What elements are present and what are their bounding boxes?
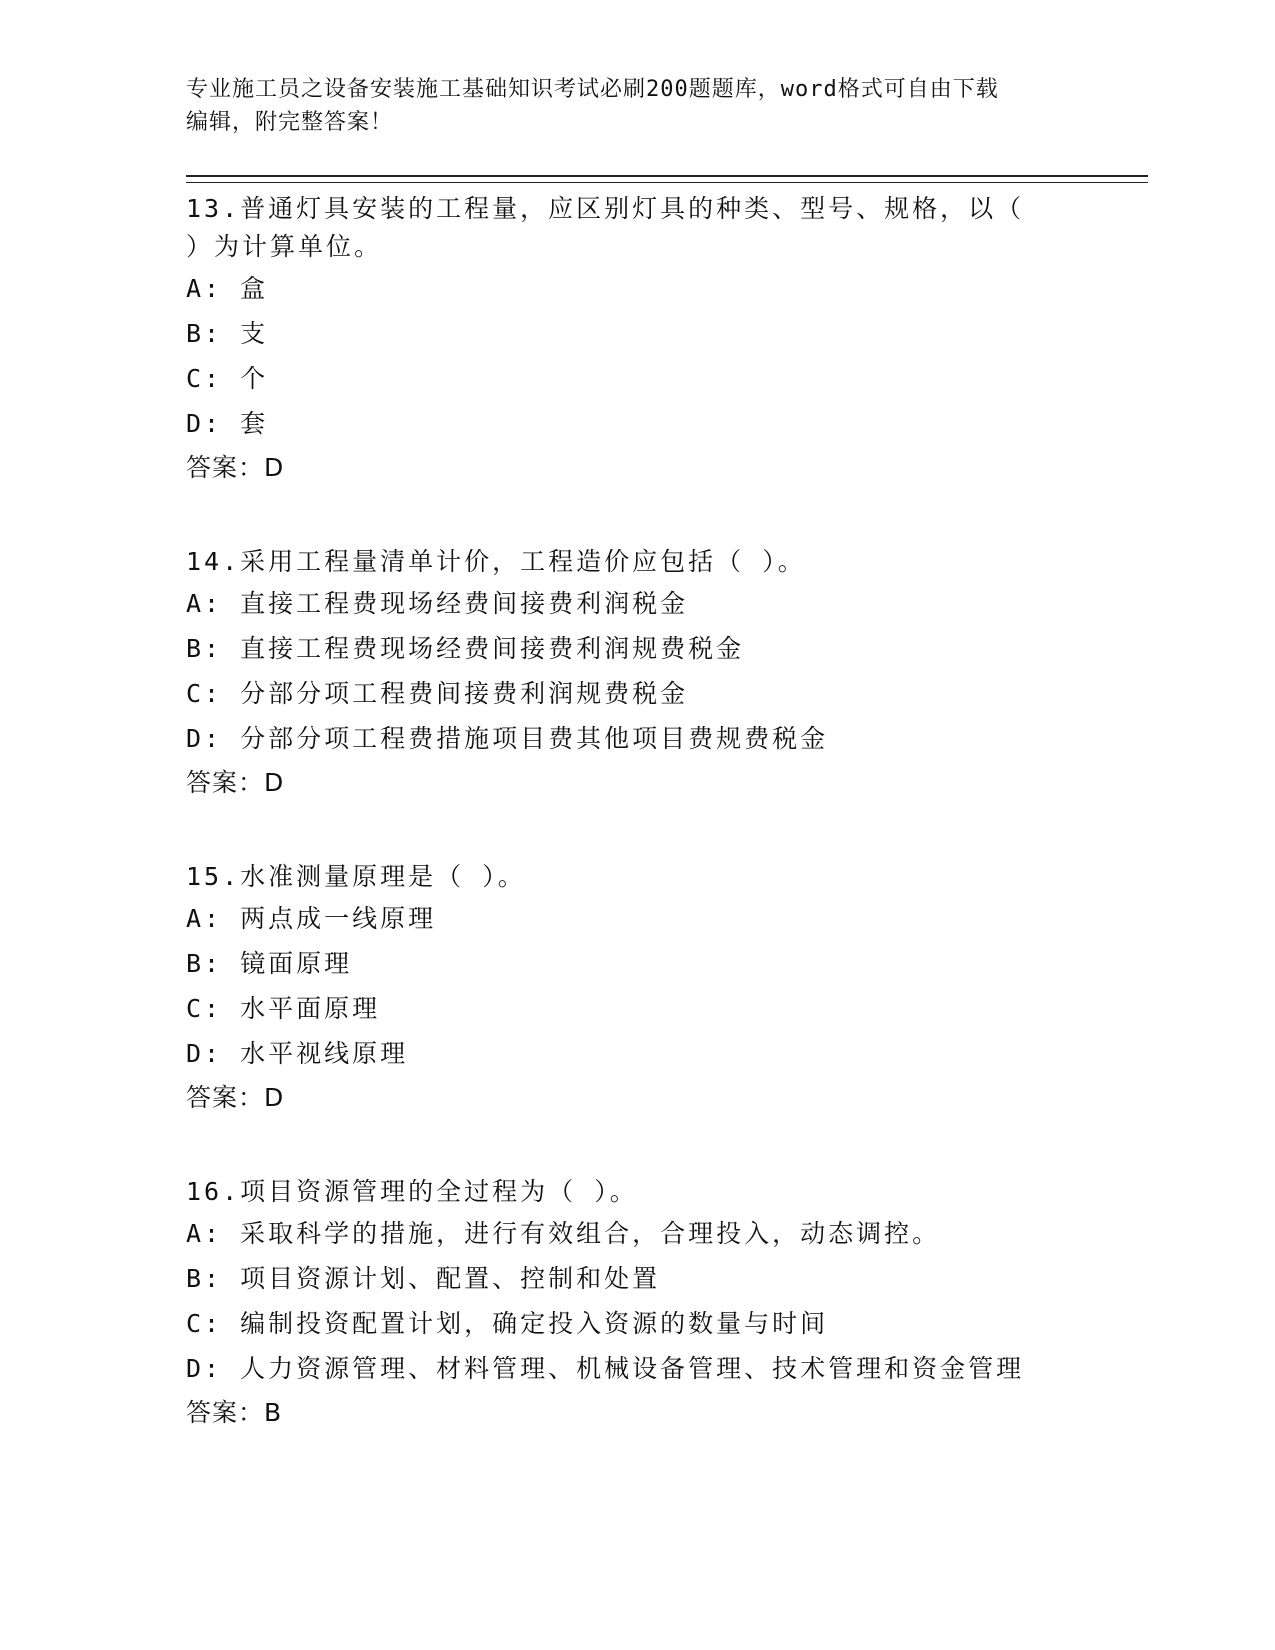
question-15 [186,858,1086,1120]
option-c: C: 水平面原理 [186,994,381,1023]
question-16 [186,1173,1086,1435]
option-a: A: 两点成一线原理 [186,904,437,933]
header-line-1: 专业施工员之设备安装施工基础知识考试必刷200题题库，word格式可自由下载 [186,77,999,102]
question-stem: 16.项目资源管理的全过程为（ ）。 [186,1177,638,1206]
header-divider [186,175,1148,183]
option-b: B: 镜面原理 [186,949,353,978]
option-b: B: 项目资源计划、配置、控制和处置 [186,1264,661,1293]
option-b: B: 直接工程费现场经费间接费利润规费税金 [186,634,745,663]
option-a: A: 采取科学的措施，进行有效组合，合理投入，动态调控。 [186,1219,941,1248]
question-13 [186,190,1086,490]
option-c: C: 个 [186,364,269,393]
option-d: D: 水平视线原理 [186,1039,409,1068]
option-a: A: 盒 [186,274,269,303]
question-list [186,190,1086,1488]
question-stem: 15.水准测量原理是（ ）。 [186,862,526,891]
option-c: C: 分部分项工程费间接费利润规费税金 [186,679,689,708]
answer: 答案：B [186,1398,283,1427]
answer: 答案：D [186,1083,285,1112]
option-c: C: 编制投资配置计划，确定投入资源的数量与时间 [186,1309,829,1338]
option-d: D: 人力资源管理、材料管理、机械设备管理、技术管理和资金管理 [186,1354,1025,1383]
option-d: D: 套 [186,409,269,438]
header-line-2: 编辑，附完整答案！ [186,110,394,135]
option-a: A: 直接工程费现场经费间接费利润税金 [186,589,689,618]
question-stem: 13.普通灯具安装的工程量，应区别灯具的种类、型号、规格，以（ [186,194,1025,223]
answer: 答案：D [186,453,285,482]
question-stem-continued: ）为计算单位。 [186,232,383,261]
option-b: B: 支 [186,319,269,348]
option-d: D: 分部分项工程费措施项目费其他项目费规费税金 [186,724,829,753]
question-stem: 14.采用工程量清单计价，工程造价应包括（ ）。 [186,547,806,576]
document-header [186,73,1076,139]
question-14 [186,543,1086,805]
answer: 答案：D [186,768,285,797]
